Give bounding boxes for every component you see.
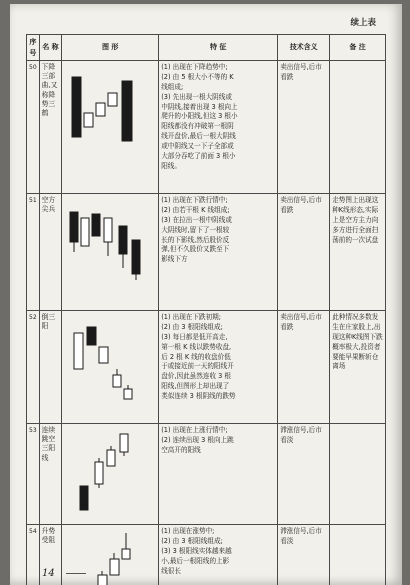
candle-bullish <box>84 113 93 127</box>
pattern-features: (1) 出现在下降趋势中; (2) 由 5 根大小不等的 K 线组成; (3) 先出现一根大阴线或 中阴线,接着出现 3 根向上 爬升的小阳线,但这 3 根小 阳线都没有冲破第一根阴 线开盘价,最后一根大阴线 或中阴线又一下子全部或 大部分吞吃了前面 3 根小 阳线。 <box>159 61 278 194</box>
table-row <box>27 424 386 525</box>
continued-label: 续上表 <box>350 18 376 28</box>
pattern-figure <box>62 424 159 525</box>
page-number: 14 <box>42 568 55 579</box>
pattern-name: 升势受阻 <box>39 525 62 585</box>
candlestick-pattern-table <box>26 34 386 585</box>
remarks: 此种情况多数发生在庄家股上,出现这种K线图下跌概率极大,投资者要能早果断斩仓离场 <box>330 311 386 424</box>
remarks <box>330 424 386 525</box>
pattern-name: 连续跳空三阳线 <box>39 424 62 525</box>
header-num: 序号 <box>27 35 40 61</box>
candlestick-diagram <box>64 63 156 191</box>
candle-bearish <box>87 327 96 345</box>
table-header-row <box>27 35 386 61</box>
table-row <box>27 525 386 585</box>
remarks <box>330 525 386 585</box>
pattern-features: (1) 出现在下跌行情中; (2) 由若干根 K 线组成; (3) 在拉出一根中阴线或 大阴线时,留下了一根较 长的下影线,然后股价反 弹,但不久股价又跌至下 影线下方 <box>159 194 278 311</box>
technical-meaning: 卖出信号,后市看跌 <box>278 194 330 311</box>
candle-bearish <box>92 214 100 236</box>
candle-bearish <box>70 212 78 242</box>
candle-bullish <box>104 218 112 242</box>
page-number-rule <box>66 573 86 574</box>
candle-bullish <box>96 103 105 116</box>
technical-meaning: 滞涨信号,后市看淡 <box>278 424 330 525</box>
candle-bullish <box>113 375 121 387</box>
header-tech: 技术含义 <box>278 35 330 61</box>
candlestick-diagram <box>64 426 156 522</box>
pattern-figure <box>62 311 159 424</box>
row-number: 53 <box>27 424 40 525</box>
book-page <box>10 4 402 585</box>
candle-bullish <box>74 333 83 369</box>
row-number: 54 <box>27 525 40 585</box>
header-figure: 图 形 <box>62 35 159 61</box>
candle-bullish <box>124 389 132 399</box>
candlestick-diagram <box>64 313 156 421</box>
pattern-figure <box>62 61 159 194</box>
header-features: 特 征 <box>159 35 278 61</box>
pattern-features: (1) 出现在下跌初期; (2) 由 3 根阳线组成; (3) 每日都是低开高走, 第一根 K 线以跌势收盘, 后 2 根 K 线的收盘价低 于或接近前一天的阳线开 盘价,因此虽然连收 3 根 阳线,但图形上却出现了 类似连续 3 根阴线的跌势 <box>159 311 278 424</box>
candle-bullish <box>98 575 107 585</box>
candle-bullish <box>122 549 130 559</box>
candle-bearish <box>80 486 88 510</box>
pattern-figure <box>62 525 159 585</box>
table-row <box>27 61 386 194</box>
candle-bullish <box>95 462 103 484</box>
header-note: 备 注 <box>330 35 386 61</box>
candle-bullish <box>81 218 89 246</box>
technical-meaning: 滞涨信号,后市看淡 <box>278 525 330 585</box>
row-number: 51 <box>27 194 40 311</box>
pattern-name: 空方尖兵 <box>39 194 62 311</box>
row-number: 50 <box>27 61 40 194</box>
table-row <box>27 194 386 311</box>
header-name: 名 称 <box>39 35 62 61</box>
pattern-name: 下降三部曲,又称降势三鹤 <box>39 61 62 194</box>
candle-bearish <box>72 77 81 137</box>
candle-bullish <box>99 347 108 363</box>
table-row <box>27 311 386 424</box>
pattern-figure <box>62 194 159 311</box>
pattern-features: (1) 出现在上涨行情中; (2) 连续出现 3 根向上跳 空高开的阳线 <box>159 424 278 525</box>
remarks <box>330 61 386 194</box>
row-number: 52 <box>27 311 40 424</box>
candle-bullish <box>108 93 117 106</box>
technical-meaning: 卖出信号,后市看跌 <box>278 61 330 194</box>
candle-bullish <box>120 434 128 452</box>
candlestick-diagram <box>64 196 156 308</box>
candle-bullish <box>107 450 115 466</box>
candle-bullish <box>110 559 119 575</box>
remarks: 走势图上出现这种K线形态,实际上是空方主力向多方进行全面扫荡前的一次试盘 <box>330 194 386 311</box>
technical-meaning: 卖出信号,后市看跌 <box>278 311 330 424</box>
candlestick-diagram <box>64 527 156 585</box>
candle-bearish <box>119 226 127 254</box>
candle-bearish <box>132 240 140 274</box>
pattern-name: 倒三阳 <box>39 311 62 424</box>
candle-bearish <box>122 81 132 141</box>
pattern-features: (1) 出现在涨势中; (2) 由 3 根阳线组成; (3) 3 根阳线实体越来越 小,最后一根阳线的上影 线很长 <box>159 525 278 585</box>
